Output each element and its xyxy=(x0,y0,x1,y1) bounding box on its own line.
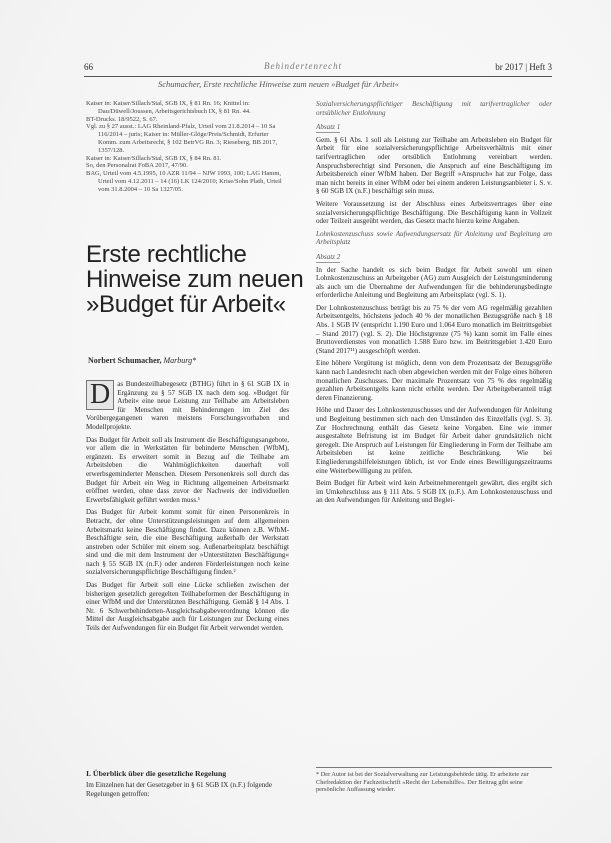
paragraph: Gem. § 61 Abs. 1 soll als Leistung zur Teilhabe am Arbeitsleben ein Budget für Arbeit für eine sozialversicherungspflichtige Arbeitsverhältnis mit einer tarifvertraglichen oder ortsüblich Entlohnung vereinbart werden. Anspruchsberechtigt sind Personen, die Anspruch auf eine Beschäftigung im Arbeitsbereich einer WfbM haben. Der Begriff »Anspruch« hat zur Folge, dass man nicht bereits in einer WfbM oder bei einem anderen Leistungsanbieter i. S. v. § 60 SGB IX (n.F.) beschäftigt sein muss. xyxy=(316,135,552,196)
right-column-body xyxy=(316,100,552,509)
paragraph: Der Lohnkostenzuschuss beträgt bis zu 75 % der vom AG regelmäßig gezahlten Arbeitsentgelts, höchstens jedoch 40 % der monatlichen Bezugsgröße nach § 18 Abs. 1 SGB IV (entspricht 1.190 Euro und 1.064 Euro monatlich im Beitrittsgebiet – Stand 2017) (vgl. S. 2). Die Höchstgrenze (75 %) kann somit im Falle eines Bruttoverdienstes von monatlich 1.588 Euro bzw. im Beitrittsgebiet 1.420 Euro (Stand 2017¹¹) ausgeschöpft werden. xyxy=(316,303,552,355)
article-title xyxy=(86,242,326,317)
author-name: Norbert Schumacher, xyxy=(88,356,162,365)
title-line: »Budget für Arbeit« xyxy=(86,291,286,318)
paragraph: Höhe und Dauer des Lohnkostenzuschusses und der Aufwendungen für Anleitung und Begleitung bestimmen sich nach den Umständen des Einzelfalls (vgl. S. 3). Zur Hochrechnung enthält das Gesetz keine Vorgaben. Eine wie immer ausgestaltete Befristung ist im Budget für Arbeit daher grundsätzlich nicht geregelt. Die Anspruch auf Leistungen für Eingliederung in Form der Teilhabe am Arbeitsleben ist keine zeitliche Beschränkung. Wie bei Eingliederungshilfeleistungen üblich, ist vor Ende eines Bewilligungszeitraums eine Weiterbewilligung zu prüfen. xyxy=(316,406,552,475)
paragraph: In der Sache handelt es sich beim Budget für Arbeit sowohl um einen Lohnkostenzuschuss an Arbeitgeber (AG) zum Ausgleich der Leistungsminderung als auch um die Übernahme der Aufwendungen für die behinderungsbedingte erforderliche Anleitung und Begleitung am Arbeitsplatz (vgl. S. 1). xyxy=(316,265,552,300)
page-number: 66 xyxy=(84,62,93,72)
running-header xyxy=(84,58,552,77)
paragraph-text: as Bundesteilhabegesetz (BTHG) führt in § 61 SGB IX in Ergänzung zu § 57 SGB IX nach dem sog. »Budget für Arbeit« eine neue Leistung zur Teilhabe am Arbeitsleben für Menschen mit Behinderungen im Ziel des Vorübergegangenen waren meistens Forschungsvorhaben und Modellprojekte. xyxy=(86,380,289,431)
title-line: Erste rechtliche xyxy=(86,241,247,268)
author-footnote: * Der Autor ist bei der Sozialverwaltung zur Leistungsbehörde tätig. Er arbeitete zur Chefredaktion der Fachzeitschrift »Recht der Lebenshilfe«. Der Beitrag gibt seine persönliche Auffassung wieder. xyxy=(316,767,552,794)
absatz-label: Absatz 1 xyxy=(316,123,341,132)
paragraph: Weitere Voraussetzung ist der Abschluss eines Arbeitsvertrages über eine sozialversicherungspflichtige Beschäftigung. Die Beschäftigung kann in Vollzeit oder Teilzeit ausgeübt werden, das Gesetz macht hierzu keine Angaben. xyxy=(316,199,552,226)
subsection-heading: Lohnkostenzuschuss sowie Aufwendungsersatz für Anleitung und Begleitung am Arbeitsplatz xyxy=(316,229,552,247)
paragraph: Das Budget für Arbeit soll als Instrument die Beschäftigungsangebote, vor allem die in Werkstätten für behinderte Menschen (WfbM), ergänzen. Es erweitert somit in Bezug auf die Teilhabe am Arbeitsleben die Wahlmöglichkeiten dauerhaft voll erwerbsgeminderter Menschen. Diesem Personenkreis soll durch das Budget für Arbeit ein Weg in Richtung allgemeinen Arbeitsmarkt eröffnet werden, ohne dass zuvor der Nachweis der individuellen Erwerbsfähigkeit geführt werden muss.¹ xyxy=(86,435,289,504)
footnote: Kaiser in: Kaiser/Sillach/Stal, SGB IX, § 84 Rn. 81. xyxy=(86,154,222,162)
section-heading: I. Überblick über die gesetzliche Regelung xyxy=(86,769,227,778)
author-line xyxy=(88,356,196,365)
section-intro: Im Einzelnen hat der Gesetzgeber in § 61 SGB IX (n.F.) folgende Regelungen getroffen: xyxy=(86,781,272,798)
drop-cap: D xyxy=(86,380,114,410)
left-column-body xyxy=(86,380,289,637)
paragraph: Eine höhere Vergütung ist möglich, denn von dem Prozentsatz der Bezugsgröße kann nach Landesrecht nach oben abgewichen werden mit der Folge eines höheren monatlichen Zuschusses. Der maximale Prozentsatz von 75 % des regelmäßig gezahlten Arbeitsentgelts kann nicht erhöht werden. Der Arbeitgeberanteil trägt deren Finanzierung. xyxy=(316,359,552,402)
title-line: Hinweise zum neuen xyxy=(86,266,304,293)
footnote: BT-Drucks. 18/9522, S. 67. xyxy=(86,115,158,123)
footnotes-top xyxy=(86,100,289,194)
author-place: Marburg* xyxy=(163,356,197,365)
running-subtitle: Schumacher, Erste rechtliche Hinweise zum neuen »Budget für Arbeit« xyxy=(158,79,400,89)
footnote: BAG, Urteil vom 4.5.1995, 10 AZR 11/94 – NJW 1993, 100; LAG Hamm, Urteil vom 4.12.2011 – 14 (16) LK 124/2010; Krise/Sohn Plath, Urteil vom 31.8.2004 – 10 Sa 1327/05. xyxy=(86,170,282,193)
paragraph: Das Budget für Arbeit soll eine Lücke schließen zwischen der bisherigen gesetzlich geregelten Teilhabeformen der Beschäftigung in einer WfbM und der Unterstützten Beschäftigung. Gemäß § 14 Abs. 1 Nr. 6 Schwerbehinderten-Ausgleichsabgabeverordnung können die Mittel der Ausgleichsabgabe auch für Leistungen zur Deckung eines Teils der Aufwendungen für ein Budget für Arbeit verwendet werden. xyxy=(86,581,289,633)
footnote: Kaiser in: Kaiser/Sillach/Stal, SGB IX, § 81 Rn. 16; Knittel in: Dau/Düwell/Joussen, Arbeitsgerichtsbuch IX, § 81 Rn. 44. xyxy=(86,100,251,115)
footnote: Vgl. zu § 27 ausst.: LAG Rheinland-Pfalz, Urteil vom 21.8.2014 – 10 Sa 116/2014 – juris; Kaiser in: Müller-Glöge/Preis/Schmidt, Erfurter Komm. zum Arbeitsrecht, § 102 BetrVG Rn. 3; Rieseberg, BB 2017, 1357/128. xyxy=(86,123,278,154)
paragraph: Das Budget für Arbeit kommt somit für einen Personenkreis in Betracht, der ohne Unterstützungsleistungen auf dem allgemeinen Arbeitsmarkt keine Beschäftigung findet. Dazu können z.B. WfbM-Beschäftigte sein, die eine Beschäftigung außerhalb der Werkstatt anstreben oder Schüler mit einem sog. Außenarbeitsplatz beschäftigt sind und die mit dem Instrument der »Unterstützten Beschäftigung« nach § 55 SGB IX (n.F.) oder anderen Förderleistungen noch keine sozialversicherungspflichtige Beschäftigung finden.² xyxy=(86,508,289,577)
intro-paragraph xyxy=(86,380,289,432)
absatz-label: Absatz 2 xyxy=(316,252,341,261)
issue-label: br 2017 | Heft 3 xyxy=(495,62,552,72)
footnote: So, den Personalrat FoBA 2017, 47/90. xyxy=(86,162,188,170)
subsection-heading: Sozialversicherungspflichtiger Beschäftigung mit tarifvertraglicher oder ortsüblicher Entlohnung xyxy=(316,100,552,117)
paragraph: Beim Budget für Arbeit wird kein Arbeitnehmerentgelt gewährt, dies ergibt sich im Umkehrschluss aus § 111 Abs. 5 SGB IX (n.F.). Am Lohnkostenzuschuss und an den Aufwendungen für Anleitung und Beglei- xyxy=(316,479,552,505)
journal-name: Behindertenrecht xyxy=(264,61,343,71)
